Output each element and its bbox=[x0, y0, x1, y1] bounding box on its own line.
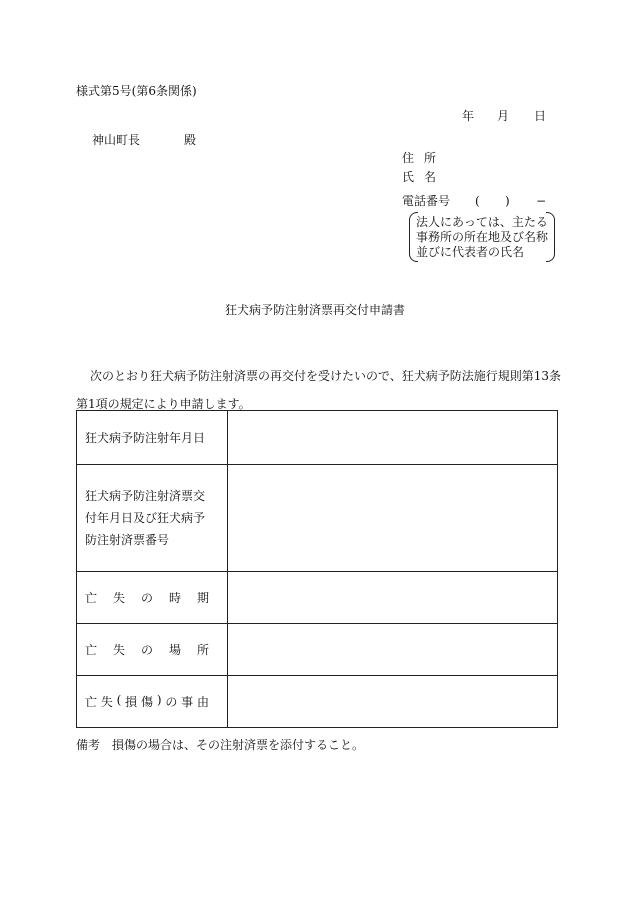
table-row bbox=[77, 676, 558, 728]
date-day-label: 日 bbox=[534, 109, 547, 123]
phone-paren-open: ( bbox=[475, 194, 480, 208]
row-label bbox=[77, 624, 228, 676]
phone-label: 電話番号 bbox=[402, 194, 451, 208]
row-label bbox=[77, 411, 228, 465]
application-table bbox=[76, 410, 558, 728]
corporation-note-line: 事務所の所在地及び名称 bbox=[416, 230, 549, 244]
recipient: 神山町長 bbox=[92, 133, 141, 147]
table-row bbox=[77, 411, 558, 465]
name-label: 氏名 bbox=[402, 170, 447, 184]
phone-paren-close: ) bbox=[505, 194, 510, 208]
address-label: 住所 bbox=[402, 151, 447, 165]
loss-reason-field[interactable] bbox=[228, 676, 558, 728]
document-title: 狂犬病予防注射済票再交付申請書 bbox=[224, 303, 405, 317]
corporation-note-line: 並びに代表者の氏名 bbox=[416, 245, 525, 259]
tag-issue-info-field[interactable] bbox=[228, 465, 558, 572]
table-row bbox=[77, 572, 558, 624]
loss-place-field[interactable] bbox=[228, 624, 558, 676]
row-label bbox=[77, 676, 228, 728]
row-label-text: 亡 失 の 場 所 bbox=[85, 643, 209, 657]
corporation-note bbox=[409, 212, 555, 262]
date-month-label: 月 bbox=[497, 109, 510, 123]
form-number: 様式第5号(第6条関係) bbox=[76, 84, 197, 98]
row-label-text: 亡 失 の 時 期 bbox=[85, 591, 209, 605]
row-label-text: 狂犬病予防注射年月日 bbox=[85, 431, 206, 445]
table-row bbox=[77, 465, 558, 572]
injection-date-field[interactable] bbox=[228, 411, 558, 465]
row-label bbox=[77, 572, 228, 624]
body-text: 次のとおり狂犬病予防注射済票の再交付を受けたいので、狂犬病予防法施行規則第13条第1項の規定により申請します。 bbox=[76, 369, 562, 411]
row-label bbox=[77, 465, 228, 572]
loss-time-field[interactable] bbox=[228, 572, 558, 624]
date-year-label: 年 bbox=[462, 109, 475, 123]
row-label-text: 狂犬病予防注射済票交付年月日及び狂犬病予防注射済票番号 bbox=[85, 489, 206, 547]
remarks: 備考 損傷の場合は、その注射済票を添付すること。 bbox=[76, 738, 365, 752]
honorific: 殿 bbox=[184, 133, 197, 147]
row-label-text: 亡 失 ( 損 傷 ) の 事 由 bbox=[85, 693, 209, 709]
corporation-note-line: 法人にあっては、主たる bbox=[416, 215, 548, 229]
phone-dash: − bbox=[536, 194, 547, 208]
table-row bbox=[77, 624, 558, 676]
